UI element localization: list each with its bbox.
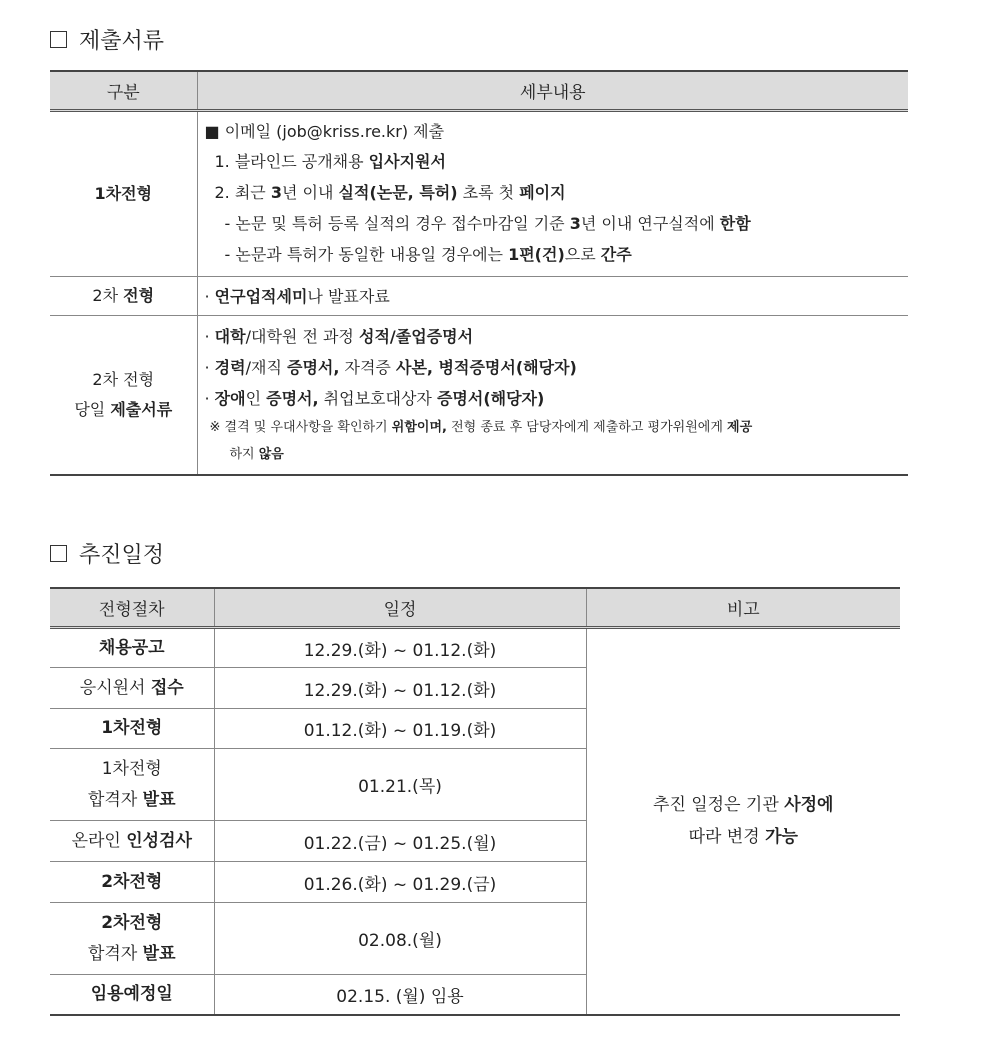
date-cell: 02.08.(월) bbox=[214, 903, 586, 975]
table-row bbox=[50, 628, 900, 668]
remarks-cell: 추진 일정은 기관 사정에 따라 변경 가능 bbox=[586, 628, 900, 1015]
row-details bbox=[197, 316, 908, 475]
section-heading-documents bbox=[50, 24, 164, 55]
date-cell: 02.15. (월) 임용 bbox=[214, 975, 586, 1015]
column-header-remarks: 비고 bbox=[586, 588, 900, 628]
row-details bbox=[197, 277, 908, 316]
step-cell: 1차전형 합격자 발표 bbox=[50, 749, 214, 821]
step-cell: 1차전형 bbox=[50, 709, 214, 749]
table-row bbox=[50, 111, 908, 277]
date-cell: 12.29.(화) ~ 01.12.(화) bbox=[214, 628, 586, 668]
row-label-line: 2차 전형 bbox=[92, 369, 155, 389]
step-cell: 채용공고 bbox=[50, 628, 214, 668]
date-cell: 12.29.(화) ~ 01.12.(화) bbox=[214, 668, 586, 709]
step-cell: 온라인 인성검사 bbox=[50, 821, 214, 862]
schedule-table bbox=[50, 587, 900, 1016]
section-title: 제출서류 bbox=[79, 29, 165, 54]
table-row bbox=[50, 316, 908, 475]
detail-line: - 논문과 특허가 동일한 내용일 경우에는 1편(건)으로 간주 bbox=[224, 245, 632, 264]
detail-line: 2. 최근 3년 이내 실적(논문, 특허) 초록 첫 페이지 bbox=[214, 183, 566, 202]
detail-line: · 장애인 증명서, 취업보호대상자 증명서(해당자) bbox=[204, 389, 545, 409]
section-title: 추진일정 bbox=[79, 543, 165, 568]
row-label-line: 당일 제출서류 bbox=[74, 399, 173, 419]
detail-line: 1. 블라인드 공개채용 입사지원서 bbox=[214, 152, 446, 171]
row-label: 1차전형 bbox=[50, 111, 197, 277]
detail-line: · 경력/재직 증명서, 자격증 사본, 병적증명서(해당자) bbox=[204, 358, 577, 378]
table-header-row bbox=[50, 71, 908, 111]
date-cell: 01.12.(화) ~ 01.19.(화) bbox=[214, 709, 586, 749]
table-row bbox=[50, 277, 908, 316]
column-header-details: 세부내용 bbox=[197, 71, 908, 111]
step-cell: 2차전형 합격자 발표 bbox=[50, 903, 214, 975]
column-header-date: 일정 bbox=[214, 588, 586, 628]
section-heading-schedule bbox=[50, 538, 164, 569]
detail-line: - 논문 및 특허 등록 실적의 경우 접수마감일 기준 3년 이내 연구실적에 한함 bbox=[224, 214, 751, 233]
documents-table bbox=[50, 70, 908, 476]
footnote: ※ 결격 및 우대사항을 확인하기 위함이며, 전형 종료 후 담당자에게 제출하고 평가위원에게 제공 하지 않음 bbox=[209, 420, 753, 463]
column-header-category: 구분 bbox=[50, 71, 197, 111]
table-header-row bbox=[50, 588, 900, 628]
row-label bbox=[50, 316, 197, 475]
step-cell: 응시원서 접수 bbox=[50, 668, 214, 709]
date-cell: 01.26.(화) ~ 01.29.(금) bbox=[214, 862, 586, 903]
date-cell: 01.22.(금) ~ 01.25.(월) bbox=[214, 821, 586, 862]
detail-line: · 연구업적세미나 발표자료 bbox=[204, 286, 390, 306]
step-cell: 임용예정일 bbox=[50, 975, 214, 1015]
row-details bbox=[197, 111, 908, 277]
row-label: 2차 전형 bbox=[50, 277, 197, 316]
column-header-step: 전형절차 bbox=[50, 588, 214, 628]
detail-line: ■ 이메일 (job@kriss.re.kr) 제출 bbox=[204, 122, 445, 141]
detail-line: · 대학/대학원 전 과정 성적/졸업증명서 bbox=[204, 327, 474, 347]
date-cell: 01.21.(목) bbox=[214, 749, 586, 821]
checkbox-square-icon bbox=[50, 31, 67, 48]
checkbox-square-icon bbox=[50, 545, 67, 562]
step-cell: 2차전형 bbox=[50, 862, 214, 903]
